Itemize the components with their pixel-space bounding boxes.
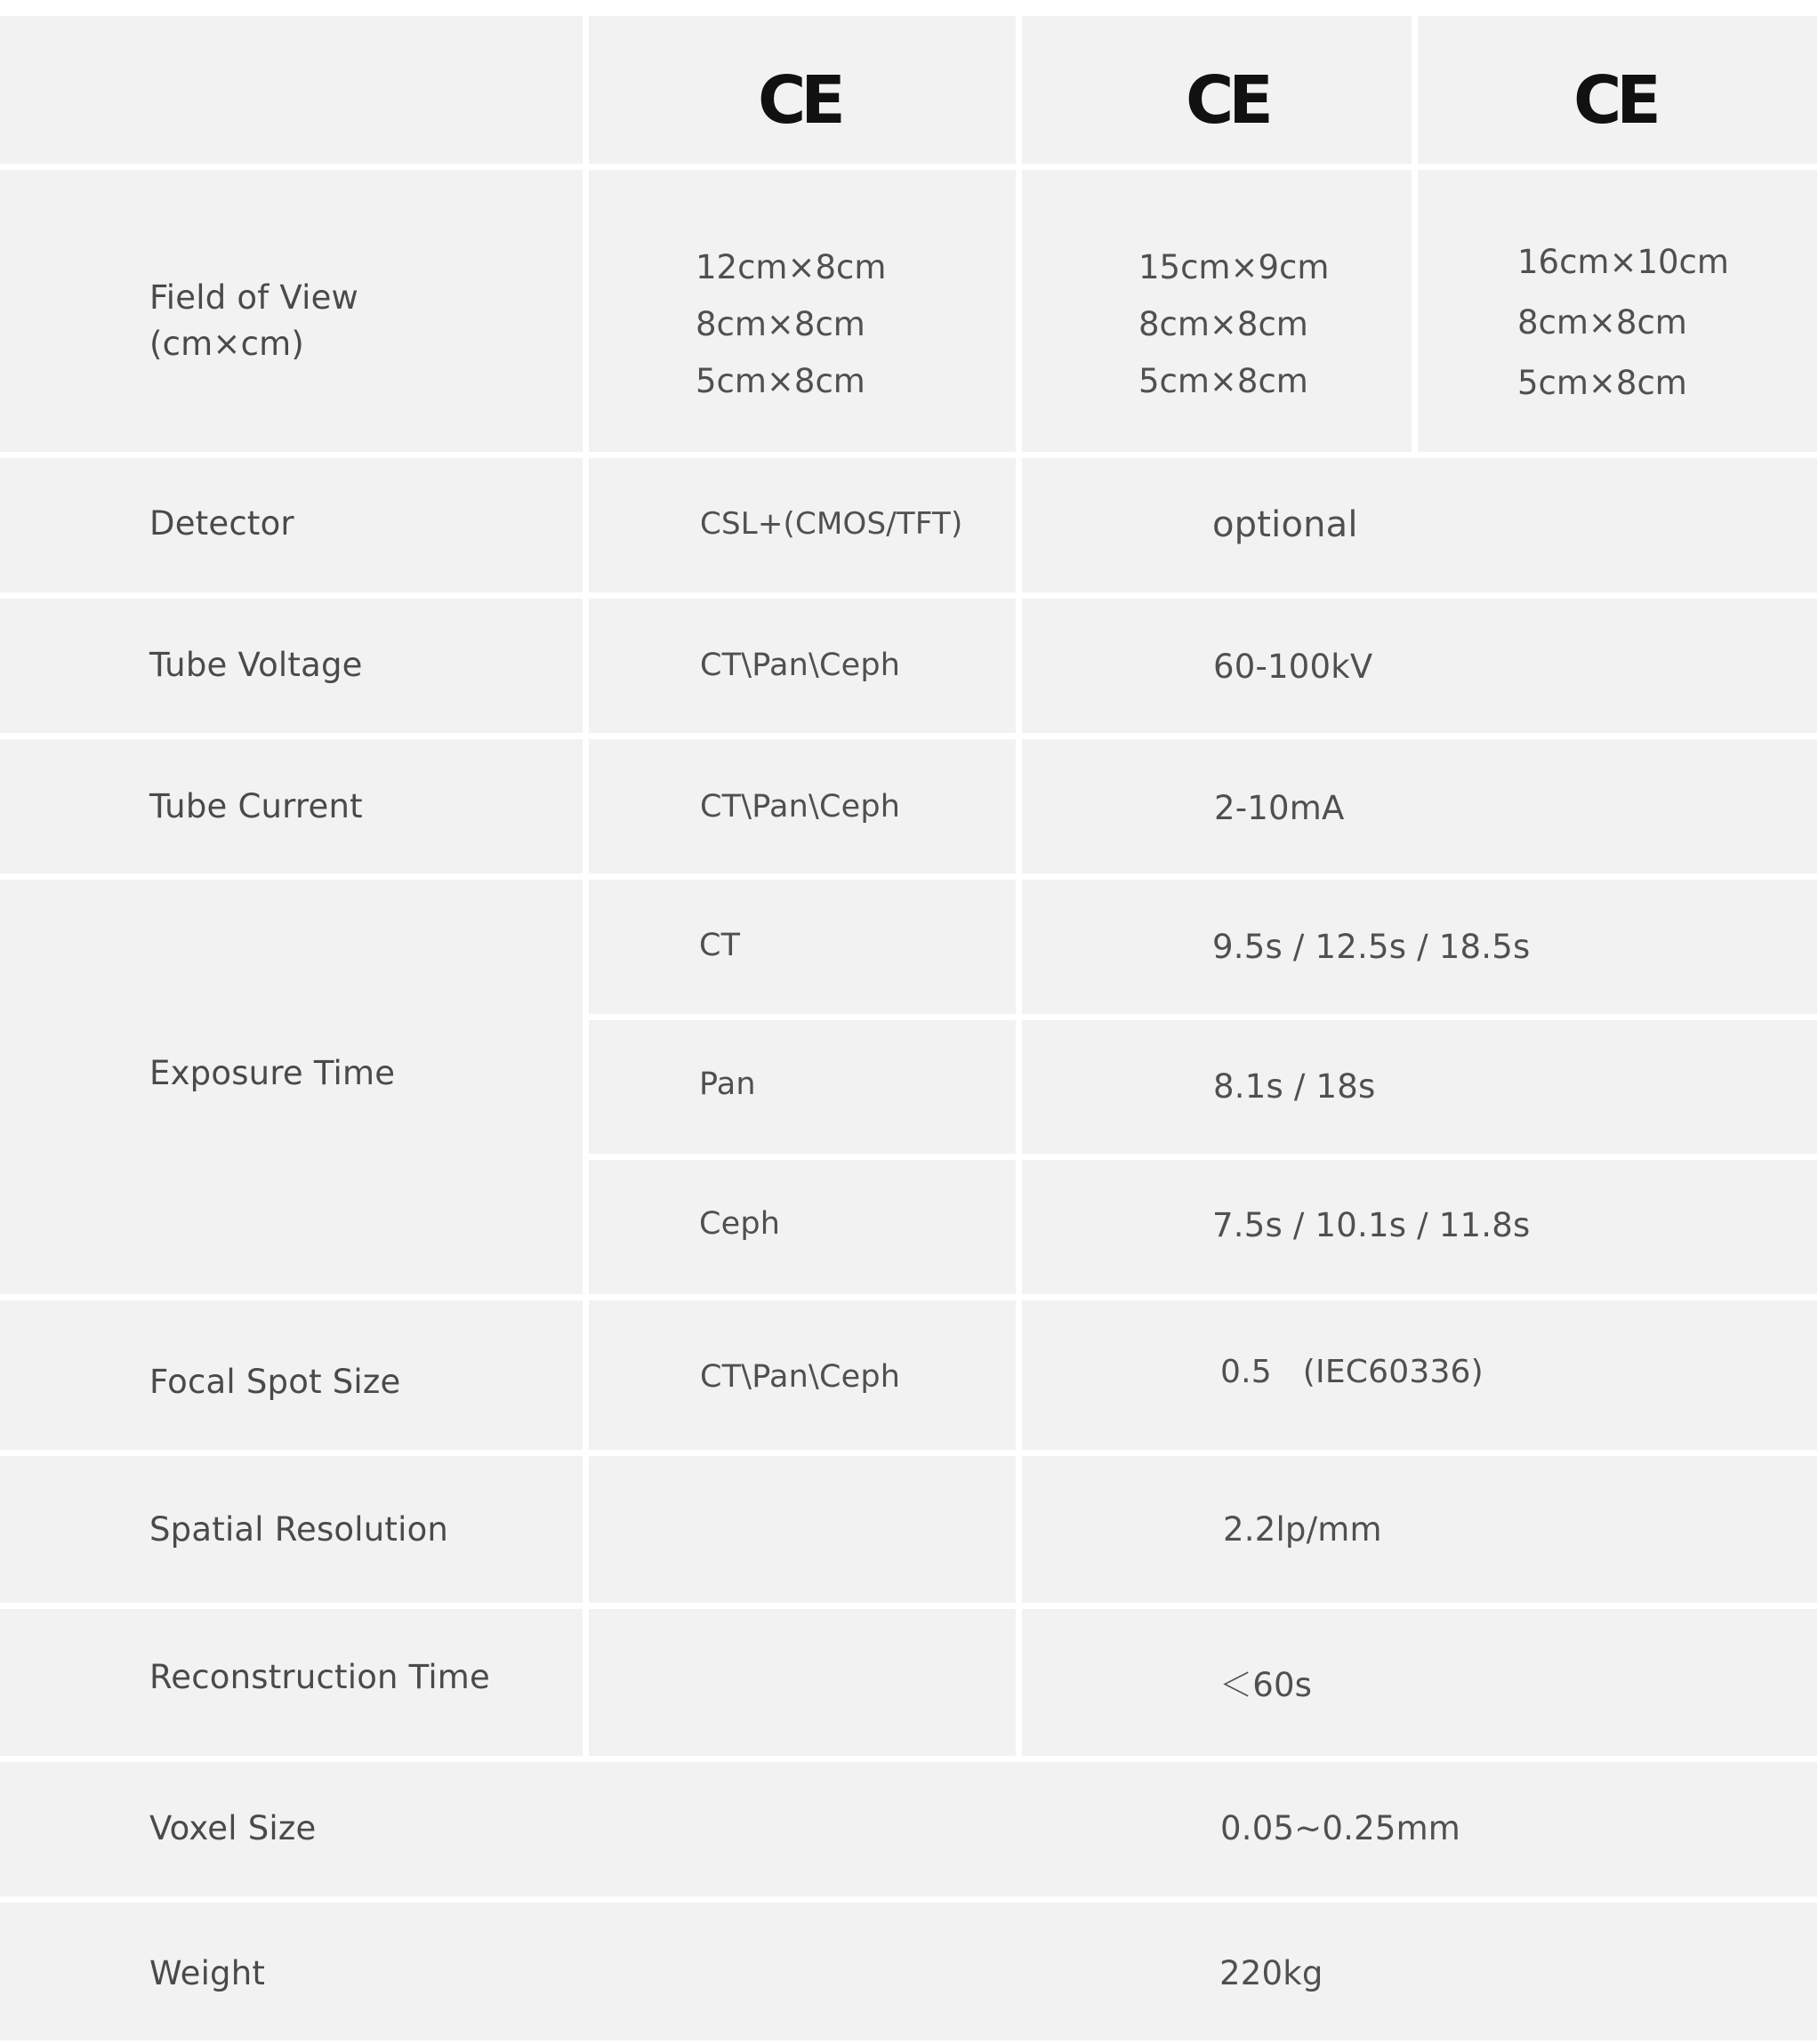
field-of-view-col2 [1022,170,1412,452]
row-label-focal-spot-size: Focal Spot Size [149,1363,401,1401]
field-of-view-col3 [1418,170,1817,452]
header-cell-1 [589,16,1016,164]
fov-col1-line3: 5cm×8cm [696,362,865,400]
tube-current-value-cell [1022,739,1817,873]
row-label-detector: Detector [149,504,294,543]
fov-col1-line2: 8cm×8cm [696,305,865,343]
row-label-weight: Weight [149,1954,266,1992]
field-of-view-col1 [589,170,1016,452]
exposure-mode-ct: CT [699,928,741,963]
detector-value-cell [1022,458,1817,592]
reconstruction-time-empty-cell [589,1609,1016,1756]
row-label-tube-voltage: Tube Voltage [149,646,363,684]
detector-value: optional [1212,504,1358,545]
tube-current-mode: CT\Pan\Ceph [700,789,901,825]
fov-col3-line3: 5cm×8cm [1517,364,1687,402]
fov-col3-line1: 16cm×10cm [1517,243,1729,281]
focal-spot-value-cell [1022,1300,1817,1450]
tube-voltage-label-cell [0,599,583,733]
fov-col2-line3: 5cm×8cm [1138,362,1308,400]
header-empty-cell [0,16,583,164]
exposure-ct-mode-cell [589,880,1016,1014]
detector-mode: CSL+(CMOS/TFT) [700,506,963,542]
reconstruction-time-value-cell [1022,1609,1817,1756]
tube-current-value: 2-10mA [1214,789,1345,827]
voxel-size-row [0,1762,1817,1896]
fov-col3-line2: 8cm×8cm [1517,303,1687,342]
row-label-exposure-time: Exposure Time [149,1054,396,1092]
ce-mark-icon: CE [758,62,841,139]
tube-voltage-mode-cell [589,599,1016,733]
row-label-voxel-size: Voxel Size [149,1809,317,1847]
header-cell-2 [1022,16,1412,164]
fov-col1-line1: 12cm×8cm [696,248,887,286]
exposure-value-ceph: 7.5s / 10.1s / 11.8s [1212,1206,1531,1244]
exposure-ct-value-cell [1022,880,1817,1014]
field-of-view-label-cell [0,170,583,452]
tube-voltage-value-cell [1022,599,1817,733]
tube-voltage-value: 60-100kV [1213,648,1373,686]
reconstruction-time-label-cell [0,1609,583,1756]
weight-row [0,1903,1817,2040]
exposure-mode-pan: Pan [699,1066,756,1102]
reconstruction-time-value: ＜60s [1219,1666,1313,1704]
tube-current-label-cell [0,739,583,873]
exposure-ceph-value-cell [1022,1160,1817,1294]
tube-voltage-mode: CT\Pan\Ceph [700,648,901,683]
exposure-time-label-cell [0,880,583,1294]
spatial-resolution-label-cell [0,1456,583,1603]
exposure-mode-ceph: Ceph [699,1206,781,1242]
exposure-pan-value-cell [1022,1020,1817,1154]
fov-col2-line2: 8cm×8cm [1138,305,1308,343]
row-label-field-of-view-unit: (cm×cm) [149,325,305,363]
tube-current-mode-cell [589,739,1016,873]
weight-value: 220kg [1219,1954,1323,1992]
spatial-resolution-value: 2.2lp/mm [1223,1510,1382,1549]
focal-spot-mode: CT\Pan\Ceph [700,1359,901,1395]
detector-mode-cell [589,458,1016,592]
focal-spot-value: 0.5 (IEC60336) [1220,1354,1484,1390]
header-cell-3 [1418,16,1817,164]
row-label-spatial-resolution: Spatial Resolution [149,1510,449,1549]
ce-mark-icon: CE [1186,62,1268,139]
fov-col2-line1: 15cm×9cm [1138,248,1330,286]
voxel-size-value: 0.05~0.25mm [1220,1809,1461,1847]
exposure-value-pan: 8.1s / 18s [1213,1067,1376,1106]
focal-spot-label-cell [0,1300,583,1450]
detector-label-cell [0,458,583,592]
row-label-reconstruction-time: Reconstruction Time [149,1658,491,1696]
exposure-ceph-mode-cell [589,1160,1016,1294]
spatial-resolution-empty-cell [589,1456,1016,1603]
focal-spot-mode-cell [589,1300,1016,1450]
spatial-resolution-value-cell [1022,1456,1817,1603]
row-label-field-of-view: Field of View [149,278,358,317]
row-label-tube-current: Tube Current [149,787,363,825]
exposure-value-ct: 9.5s / 12.5s / 18.5s [1212,928,1531,966]
exposure-pan-mode-cell [589,1020,1016,1154]
ce-mark-icon: CE [1573,62,1656,139]
